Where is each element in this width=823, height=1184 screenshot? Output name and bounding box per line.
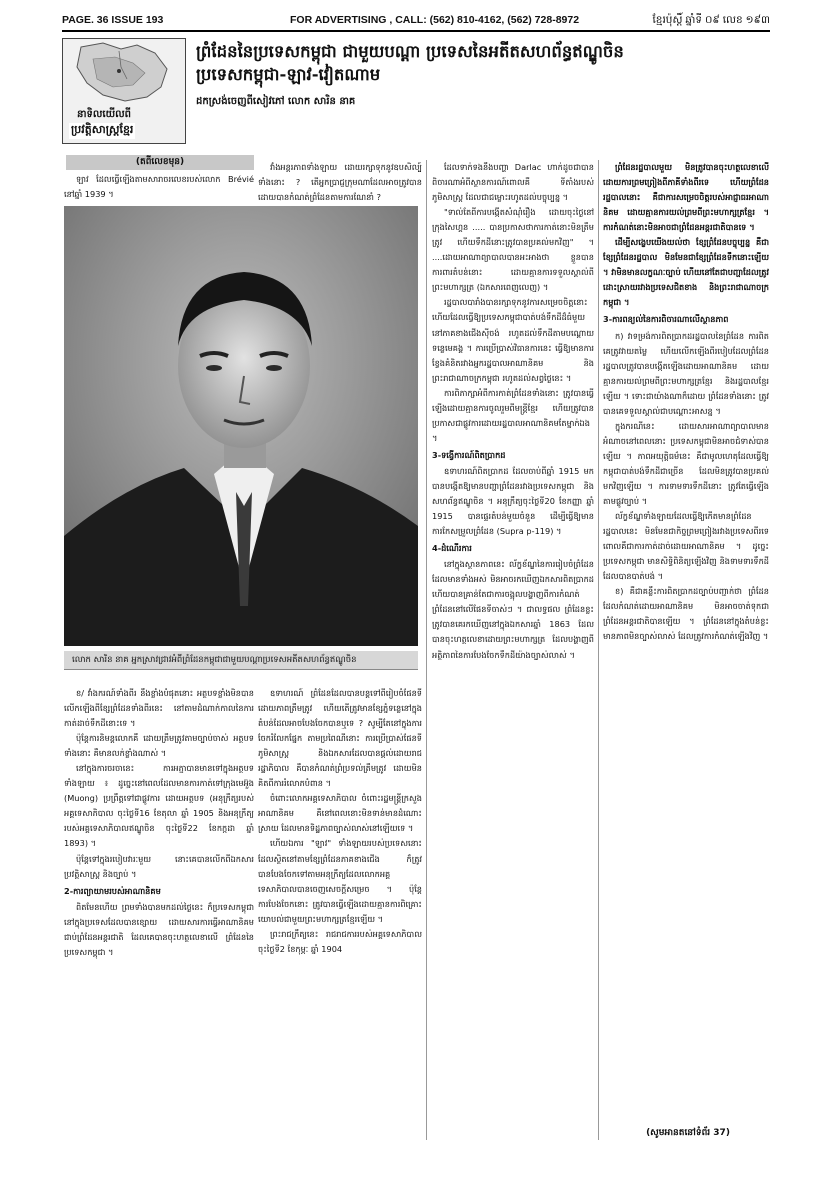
paragraph: "ទាល់តែពីការបង្កើតសំណុំរឿង ដោយចុះថ្ងៃនៅក្រុងសៃហ្គន ..... បានប្រកាសថាការកាត់នោះមិនត្រឹមត្រូវ ហើយទឹកដីនោះត្រូវបានប្រគល់មកវិញ" ។ ....ដោយអាណាព្យាបាលបានអះអាងថា ខ្លួនបានការពារតំបន់នោះ ដោយគ្មានការទទួលស្គាល់ពីព្រះមហាក្សត្រ (ឯកសារពេញលេញ) ។	[432, 207, 594, 293]
paragraph: ខ/ វាំងករណ៍ទាំងពីរ នឹងខ្លាំងបំផុតនោះ អត្ថបទខ្លាំងមិនបានលើកឡើងពីខ្សែព្រំដែនទាំងពីរនេះ នៅតាមដំណាក់កាលនៃការកាត់ដាច់ទឹកដីនោះទេ ។	[64, 688, 254, 729]
header-rule	[62, 30, 770, 32]
photo-caption: លោក សារិន នាគ អ្នកស្រាវជ្រាវអំពីព្រំដែនកម្ពុជាជាមួយបណ្ដាប្រទេសអតីតសហព័ន្ធឥណ្ឌូចិន	[64, 651, 418, 670]
khmer-date-line: ខ្មែរប៉ុស្ដិ៍ ឆ្នាំទី ០៩ លេខ ១៩៣	[652, 14, 770, 26]
continued-label: (តពីលេខមុន)	[66, 155, 254, 170]
paragraph: ប៉ុន្តែទៅក្នុងរបៀបវារៈមួយ នោះគេបានលើកពីឯកសារប្រវត្តិសាស្ត្រ និងច្បាប់ ។	[64, 853, 254, 879]
paragraph: រដ្ឋបាលបារាំងបានរក្សាទុកនូវការសម្រេចចិត្តនោះ ហើយដែលធ្វើឱ្យប្រទេសកម្ពុជាបាត់បង់ទឹកដីដ៏ធំមួយ នៅភាគខាងជើងស៊ីចង់ រហូតដល់ទឹកដីតាមបណ្ដោយទន្លេមេគង្គ ។ ការប្រើប្រាស់វិធានការនេះ ធ្វើឱ្យមានការខ្វែងគំនិតរវាងអ្នករដ្ឋបាលអាណានិគម និងព្រះរាជាណាចក្រកម្ពុជា រហូតដល់សព្វថ្ងៃនេះ ។	[432, 297, 594, 383]
continue-note: (សូមអានតនៅទំព័រ 37)	[646, 1128, 730, 1138]
portrait-image	[64, 206, 418, 646]
paragraph: ចំពោះលោកអគ្គទេសាភិបាល ចំពោះរដ្ឋមន្ត្រីក្រសួងអាណានិគម គឺនៅពេលនោះមិនទាន់មានដំណោះស្រាយ ដែលមានទិដ្ឋភាពច្បាស់លាស់នៅឡើយទេ ។	[258, 793, 422, 834]
page-header	[62, 14, 770, 28]
paragraph: ហើយឯការ "ឡាវ" ទាំងឡាយរបស់ប្រទេសនោះ ដែលស្ថិតនៅតាមខ្សែព្រំដែនភាគខាងជើង ក៏ត្រូវបានបែងចែកទៅតាមអនុក្រឹត្យដែលលោកអគ្គទេសាភិបាលបានចេញសេចក្ដីសម្រេច ។ ប៉ុន្តែការបែងចែកនោះ ត្រូវបានធ្វើឡើងដោយគ្មានការពិគ្រោះយោបល់ជាមួយព្រះមហាក្សត្រខ្មែរឡើយ ។	[258, 838, 422, 924]
paragraph: ក្នុងករណីនេះ ដោយសារអាណាព្យាបាលមានអំណាចនៅពេលនោះ ប្រទេសកម្ពុជាមិនអាចជំទាស់បានឡើយ ។ ភាពអយុត្តិធម៌នេះ គឺជាមូលហេតុដែលធ្វើឱ្យកម្ពុជាបាត់បង់ទឹកដីជាច្រើន ដែលមិនត្រូវបានប្រគល់មកវិញឡើយ ។ ការទាមទារទឹកដីនោះ ត្រូវតែធ្វើឡើងតាមផ្លូវច្បាប់ ។	[603, 420, 769, 507]
paragraph: ប៉ុន្តែការនិមន្តលោកគឺ ដោយត្រឹមត្រូវតាមច្បាប់ចាស់ អត្ថបទទាំងនោះ គឺមានលក់ខ្លាំងណាស់ ។	[64, 733, 254, 759]
paragraph: ខ) គឺជាគន្លឹះការពិតប្រាកដច្បាប់បញ្ជាក់ថា ព្រំដែនដែលកំណត់ដោយអាណានិគម មិនអាចចាត់ទុកជាព្រំដែនអន្តរជាតិបានឡើយ ។ ព្រំដែននៅក្នុងតំបន់ខ្លះ មានភាពមិនច្បាស់លាស់ ដែលត្រូវការកំណត់ឡើងវិញ ។	[603, 586, 769, 642]
section-logo	[62, 38, 186, 144]
paragraph: ឧទាហរណ៍ ព្រំដែនដែលបានបន្តទៅពីរៀបចំផែនទីដោយភាពត្រឹមត្រូវ ហើយតើត្រូវមានខ្សែភ្នំទន្លេនៅក្នុងតំបន់ដែលអាចបែងចែកបានឬទេ ? សូម្បីតែនៅក្នុងការចែករំលែកផ្នែក តាមប្រពៃណីនោះ ការប្រើប្រាស់ផែនទីភូមិសាស្ត្រ និងឯកសារដែលបានផ្ដល់ដោយរាជរដ្ឋាភិបាល គឺបានកំណត់ព្រំប្រទល់ត្រឹមត្រូវ ដោយមិនគិតពីការរំលោភបំពាន ។	[258, 688, 422, 789]
logo-line-1: នាទិលយើលពី	[77, 109, 131, 120]
paragraph-bold: ដើម្បីសង្ខេបយើងយល់ថា ខ្សែព្រំដែនបច្ចុប្បន្ន គឺជាខ្សែព្រំដែនរដ្ឋបាល មិនមែនជាខ្សែព្រំដែនទឹកនោះឡើយ ។ វាមិនមានលក្ខណៈច្បាប់ ហើយនៅតែជាបញ្ហាដែលត្រូវដោះស្រាយរវាងប្រទេសជិតខាង និងព្រះរាជាណាចក្រកម្ពុជា ។	[603, 237, 769, 308]
paragraph: ពិតមែនហើយ ព្រមទាំងបានមកដល់ថ្ងៃនេះ ក៏ប្រទេសកម្ពុជា នៅក្នុងប្រទេសដែលបានខ្សោយ ដោយសារការធ្វើអាណានិគម ជាប់ព្រំដែនអន្តរជាតិ ដែលគេបានចុះហត្ថលេខាលើ ព្រំដែននៃប្រទេសកម្ពុជា ។	[64, 901, 254, 957]
advertising-line: FOR ADVERTISING , CALL: (562) 810-4162, (562) 728-8972	[290, 14, 580, 26]
paragraph: ដែលទាក់ទងនឹងបញ្ហា Darlac ហាក់ដូចជាបានពិចារណាអំពីស្ថានការណ៍ពោលគឺ ទីតាំងរបស់ភូមិសាស្ត្រ ដែលជាជម្លោះរហូតដល់បច្ចុប្បន្ន ។	[432, 162, 594, 203]
article-headline	[196, 40, 776, 86]
paragraph: ល័ក្ខខ័ណ្ឌទាំងឡាយដែលធ្វើឱ្យកើតមានព្រំដែនរដ្ឋបាលនេះ មិនមែនជាកិច្ចព្រមព្រៀងរវាងប្រទេសពីរទេ ពោលគឺជាការកាត់ដាច់ដោយអាណានិគម ។ ដូច្នេះប្រទេសកម្ពុជា មានសិទ្ធិពិនិត្យឡើងវិញ និងទាមទារទឹកដីដែលបានបាត់បង់ ។	[603, 511, 769, 582]
logo-line-2: ប្រវត្តិសាស្ត្រខ្មែរ	[69, 123, 135, 139]
paragraph: ក) វាទម្រង់ការពិតប្រាកដរដ្ឋបាលនៃព្រំដែន ការពិតគេត្រូវវាយតម្លៃ ហើយលើកឡើងពីរបៀបដែលព្រំដែនរដ្ឋបាលត្រូវបានបង្កើតឡើងដោយអាណានិគម ដោយគ្មានការយល់ព្រមពីព្រះមហាក្សត្រខ្មែរ និងរដ្ឋបាលខ្មែរឡើយ ។ ទោះជាយ៉ាងណាក៏ដោយ ព្រំដែនទាំងនោះ ត្រូវបានគេទទួលស្គាល់ជាបណ្ដោះអាសន្ន ។	[603, 330, 769, 416]
subheading: 3-ការពន្យល់នៃការពិចារណាលើស្ថានភាព	[603, 314, 729, 325]
paragraph: ការពិភាក្សាអំពីការកាត់ព្រំដែនទាំងនោះ ត្រូវបានធ្វើឡើងដោយគ្មានការចូលរួមពីមន្ត្រីខ្មែរ ហើយត្រូវបានប្រកាសជាផ្លូវការដោយរដ្ឋបាលអាណានិគមតែម្នាក់ឯង ។	[432, 387, 594, 443]
article-byline: ដកស្រង់ចេញពីសៀវភៅ លោក សារិន នាគ	[196, 96, 356, 107]
col3-body	[432, 160, 594, 663]
headline-line-2: ប្រទេសកម្ពុជា-ឡាវ-វៀតណាម	[196, 65, 381, 84]
col2-top	[258, 160, 422, 205]
paragraph: នៅក្នុងការចរចានេះ ការអភ្ជាបានមានទៅក្នុងអត្ថបទទាំងឡាយ ៖ ដូច្នេះនៅពេលដែលមានការកាត់ទៅក្រុងមេអ៊ួង (Muong) ប្រព្រឹត្តទៅជាផ្លូវការ ដោយអត្ថបទ (អនុក្រឹត្យរបស់អគ្គទេសាភិបាល ចុះថ្ងៃទី16 ខែតុលា ឆ្នាំ 1905 និងអនុក្រឹត្យរបស់អគ្គទេសាភិបាលឥណ្ឌូចិន ចុះថ្ងៃទី22 ខែកក្កដា ឆ្នាំ 1893) ។	[64, 763, 254, 849]
portrait-photo	[64, 206, 418, 646]
paragraph: ឡាវ ដែលធ្វើឡើងតាមសារាចរលេខរបស់លោក Brévié នៅឆ្នាំ 1939 ។	[64, 174, 254, 200]
page-issue-label: PAGE. 36 ISSUE 193	[62, 14, 164, 26]
col1-top	[64, 172, 254, 202]
column-divider	[426, 160, 427, 1140]
paragraph: នៅក្នុងស្ថានភាពនេះ ល័ក្ខខ័ណ្ឌនៃការរៀបចំព្រំដែនដែលមានទាំងអស់ មិនអាចរកឃើញឯកសារពិតប្រាកដ ហើយបានគ្រាន់តែជាការចង្អុលបង្ហាញពីការកំណត់ព្រំដែននៅលើផែនទីចាស់ៗ ។ ជាលទ្ធផល ព្រំដែនខ្លះត្រូវបានគេរកឃើញនៅក្នុងឯកសារឆ្នាំ 1863 ដែលបានចុះហត្ថលេខាដោយព្រះមហាក្សត្រ ដែលបង្ហាញពីអត្ថិភាពនៃការបែងចែកទឹកដីយ៉ាងច្បាស់លាស់ ។	[432, 559, 594, 660]
column-divider	[598, 160, 599, 1140]
paragraph-bold: ព្រំដែនរដ្ឋបាលមួយ មិនត្រូវបានចុះហត្ថលេខាលើដោយការព្រមព្រៀងពីភាគីទាំងពីរទេ ហើយព្រំដែនរដ្ឋបាលនោះ គឺជាការសម្រេចចិត្តរបស់អាជ្ញាធរអាណានិគម ដោយគ្មានការយល់ព្រមពីព្រះមហាក្សត្រខ្មែរ ។ ការកំណត់នោះមិនអាចជាព្រំដែនអន្តរជាតិបានទេ ។	[603, 162, 769, 233]
paragraph: ឧទាហរណ៍ពិតប្រាកដ ដែលចាប់ពីឆ្នាំ 1915 មក បានបង្កើតឱ្យមានបញ្ហាព្រំដែនរវាងប្រទេសកម្ពុជា និងសហព័ន្ធឥណ្ឌូចិន ។ អនុក្រឹត្យចុះថ្ងៃទី20 ខែកញ្ញា ឆ្នាំ 1915 បានផ្ទេរតំបន់មួយចំនួន ដើម្បីធ្វើឱ្យមានការកែសម្រួលព្រំដែន (Supra p-119) ។	[432, 465, 594, 537]
col2-body	[258, 686, 422, 957]
subheading: 4-ដំណើរការ	[432, 543, 472, 554]
subheading: 2-ការព្យាយាមរបស់អាណានិគម	[64, 885, 161, 896]
col1-body	[64, 686, 254, 960]
paragraph: ព្រះរាជក្រឹត្យនេះ រាជរាជការរបស់អគ្គទេសាភិបាល ចុះថ្ងៃទី2 ខែកុម្ភៈ ឆ្នាំ 1904	[258, 928, 422, 954]
headline-line-1: ព្រំដែននៃប្រទេសកម្ពុជា ជាមួយបណ្ដា ប្រទេសនៃអតីតសហព័ន្ធឥណ្ឌូចិន	[196, 42, 624, 61]
subheading: 3-ទង្វើការណ៍ពិតប្រាកដ	[432, 449, 506, 460]
col4-body	[603, 160, 769, 645]
paragraph: វាំងអន្តរភាពទាំងឡាយ ដោយរក្សាទុកនូវឧបសិល្ប៍ទាំងនោះ ? តើអ្នកប្រាជ្ញក្រុមណាដែលអាចត្រូវបាន ដោយបានកំណត់ព្រំដែនតាមការណែនាំ ?	[258, 162, 422, 203]
